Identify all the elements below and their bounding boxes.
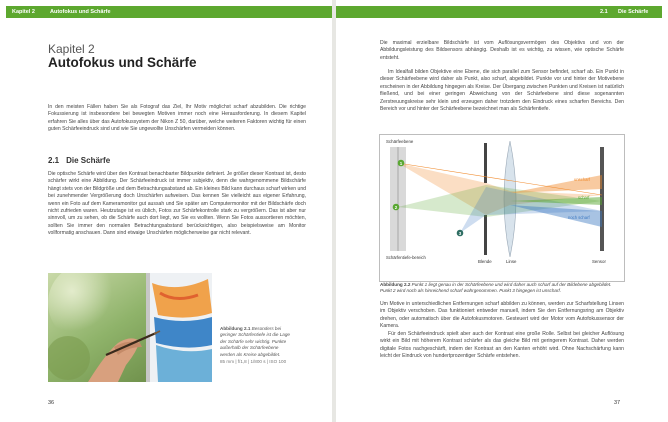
label-sharp: scharf [578,195,590,200]
body-paragraph: Die optische Schärfe wird über den Kontrast benachbarter Bildpunkte definiert. Je größer dieser Kontrast ist, desto schärfer wirkt eine Abbildung. Der Schärfeeindruck ist immer subjektiv, denn die wahrgenommene Bildschärfe hängt stets von der Bildgröße und dem Betrachtungsabstand ab. Ein kleines Bild kann durchaus scharf wirken und bei zunehmender Vergrößerung doch Unschärfen aufweisen. Das kennen Sie vielleicht aus eigener Erfahrung, wenn ein Foto auf dem Kameramonitor gut aussah und Sie später am Computermonitor mit der Bildschärfe doch nicht zufrieden waren. Heutzutage ist es üblich, Fotos zur Schärfekontrolle stark zu vergrößern. Das ist aber nur sinnvoll, um zu sehen, ob die Schärfe auch dort liegt, wo Sie es wollten. Wenn Sie Fotos aussortieren möchten, sollten Sie immer den normalen Betrachtungsabstand berücksichtigen, also beispielsweise am Monitor vollformatig anschauen. Dann sind etwaige Unschärfen möglicherweise gar nicht relevant. [48,171,306,237]
figure-caption-label: Abbildung 2.2 [380,282,411,287]
page-number-right: 37 [614,400,621,406]
label-focus-plane: Schärfeebene [386,139,414,144]
chapter-title: Autofokus und Schärfe [48,55,197,70]
photo-caption [220,326,290,365]
header-section-title: Die Schärfe [618,9,649,15]
page-number-left: 36 [48,400,55,406]
right-page [336,0,668,422]
label-dof-range: Schärfentiefe-bereich [386,255,426,260]
left-page [0,0,332,422]
label-aperture: Blende [478,259,492,264]
point-2-label: 2 [394,205,398,210]
section-title: Die Schärfe [66,156,111,165]
label-unsharp: unscharf [574,177,591,182]
paragraph-1: Die maximal erzielbare Bildschärfe ist vom Auflösungsvermögen des Objektivs und von der Abbildungsleistung des Bildsensors abhängig. Deshalb ist es wichtig, zu wissen, wie optische Schärfe entsteht. [380,40,624,61]
label-sensor: Sensor [592,259,606,264]
aperture-blade-bottom [484,215,487,255]
section-number: 2.1 [48,156,60,165]
label-lens: Linse [506,259,517,264]
figure-caption [380,282,620,295]
paragraph-4: Für den Schärfeeindruck spielt aber auch der Kontrast eine große Rolle. Selbst bei gleicher Auflösung wirkt ein Bild mit höherem Kontrast schärfer als das gleiche Bild mit geringerem Kontrast. Daher werden digitale Fotos nachgeschärft, indem der Kontrast an den Kanten erhöht wird. Ohne Nachschärfung kann leicht der Eindruck von hundertprozentiger Schärfe entstehen. [380,331,624,360]
caption-text: Besonders bei geringer Schärfentiefe ist die Lage der Schärfe sehr wichtig. Punkte außerhalb der Schärfeebene werden als Kreise abgebildet. [220,326,290,357]
caption-label: Abbildung 2.1 [220,326,251,331]
header-section-number: 2.1 [600,9,608,15]
label-still-sharp: noch scharf [568,215,590,220]
running-header-right [336,6,662,18]
chapter-label: Kapitel 2 [48,42,95,56]
running-header-left [6,6,332,18]
header-chapter: Kapitel 2 [12,9,35,15]
figure-caption-text: Punkt 1 liegt genau in der Schärfeebene und wird daher auch scharf auf der Bildebene abgebildet. Punkt 2 wird noch als hinreichend scharf wahrgenommen. Punkt 3 hingegen ist unscharf. [380,282,612,294]
intro-paragraph: In den meisten Fällen haben Sie als Fotograf das Ziel, Ihr Motiv möglichst scharf abzubilden. Die richtige Fokussierung ist insbesondere bei bewegten Motiven immer noch eine Herausforderung. In diesem Kapitel erfahren Sie alles über das Autofokussystem der Nikon Z 50, darüber, welche weiteren Faktoren wichtig für einen guten Schärfeeindruck sind und wie Sie ungewollte Unschärfen vermeiden können. [48,104,306,133]
point-3-label: 3 [458,231,462,236]
paragraph-2: Im Idealfall bilden Objektive eine Ebene, die sich parallel zum Sensor befindet, scharf ab. Ein Punkt in dieser Schärfeebene wird daher als Punkt, also scharf, abgebildet. Punkte vor und hinter der Motivebene erscheinen in der Abbildung hingegen als Kreise. Der Übergang zwischen Punkten und Kreisen ist natürlich fließend, und bei einer geringen Abweichung von der Schärfeebene sind diese sogenannten Zerstreuungskreise sehr klein und erzeugen daher trotzdem den Eindruck eines scharfen Bereichs. Den Bereich vor und hinter der Schärfeebene bezeichnet man als Schärfentiefe. [380,69,624,113]
header-chapter-title: Autofokus und Schärfe [50,9,111,15]
paragraph-3: Um Motive in unterschiedlichen Entfernungen scharf abbilden zu können, werden zur Scharfstellung Linsen im Objektiv verschoben. Das funktioniert entweder manuell, indem Sie den Entfernungsring am Objektiv drehen, oder automatisch über die Autofokusmotoren. Gesteuert wird der Motor vom Autofokussensor der Kamera. [380,301,624,330]
depth-of-field-diagram [379,134,625,282]
point-1-label: 1 [399,161,403,166]
painting-photo [48,273,212,382]
caption-exif: 85 mm | f/1,8 | 1/800 s | ISO 100 [220,359,287,365]
section-heading [48,156,110,165]
